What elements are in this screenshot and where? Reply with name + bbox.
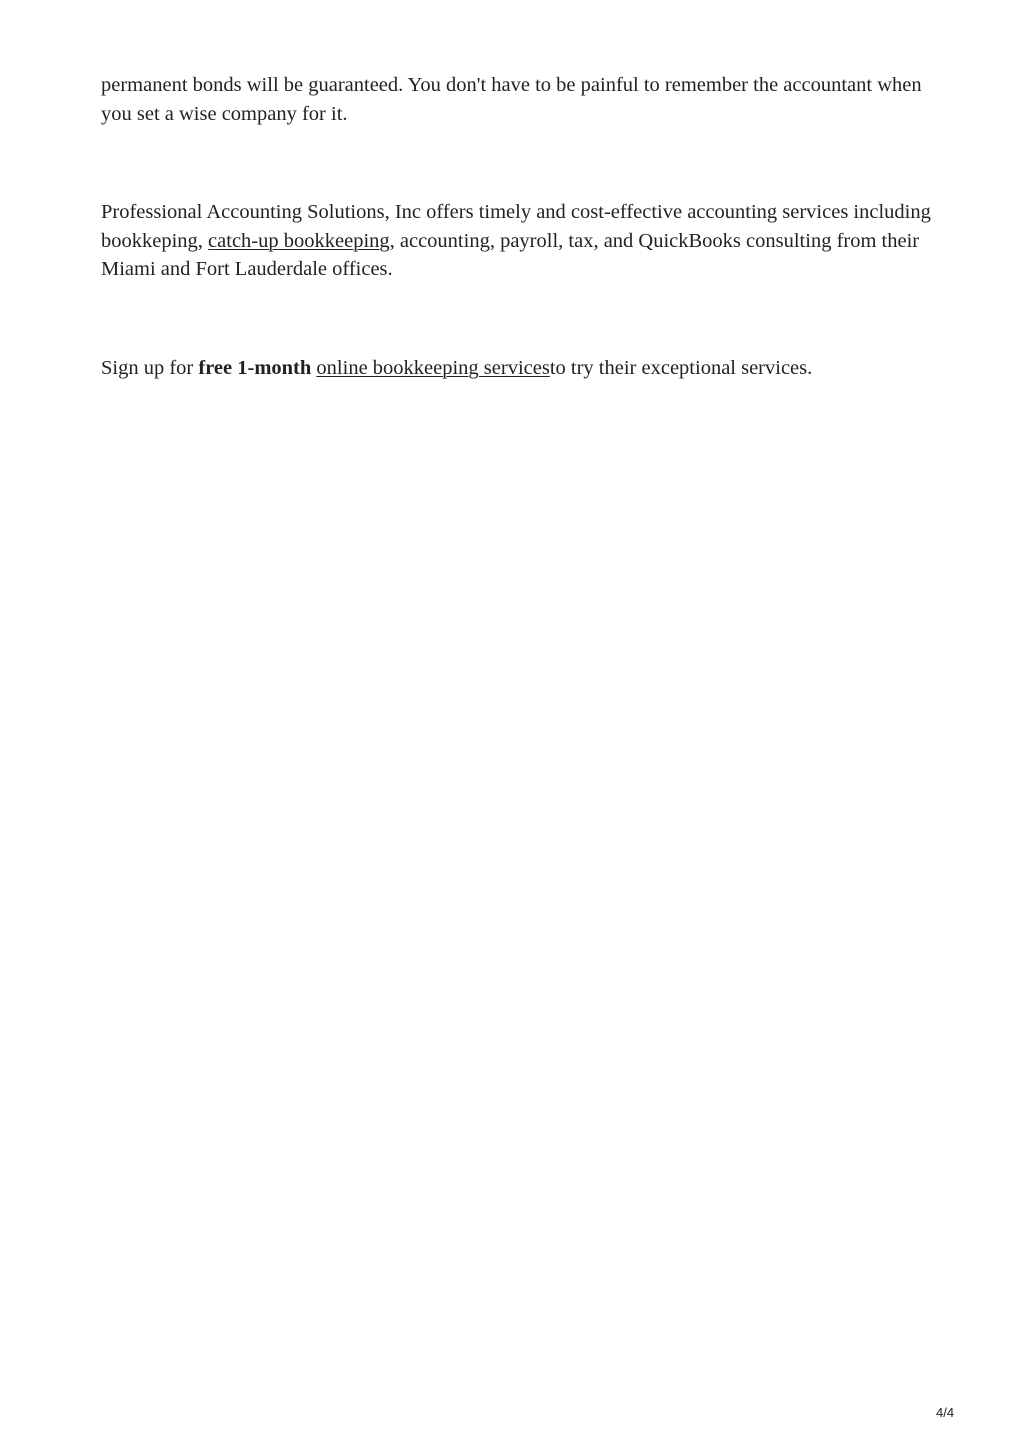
paragraph-signup — [101, 354, 931, 383]
catch-up-bookkeeping-link[interactable]: catch-up bookkeeping — [208, 229, 390, 252]
page-number: 4/4 — [936, 1405, 955, 1420]
paragraph-text: Sign up for — [101, 356, 199, 379]
paragraph-text: Professional Accounting Solutions, Inc offers timely and cost-effective accounting services including bookkeping, — [101, 201, 931, 252]
paragraph-text: to try their exceptional services. — [549, 356, 813, 379]
online-bookkeeping-services-link[interactable]: online bookkeeping services — [316, 356, 550, 379]
paragraph-company-services — [101, 198, 931, 284]
document-body — [101, 71, 931, 382]
paragraph-bonds: permanent bonds will be guaranteed. You don't have to be painful to remember the accountant when you set a wise company for it. — [101, 74, 922, 125]
free-month-emphasis: free 1-month — [198, 356, 312, 379]
paragraph-text: , accounting, payroll, tax, and QuickBooks consulting from their Miami and Fort Lauderdale offices. — [101, 229, 920, 280]
